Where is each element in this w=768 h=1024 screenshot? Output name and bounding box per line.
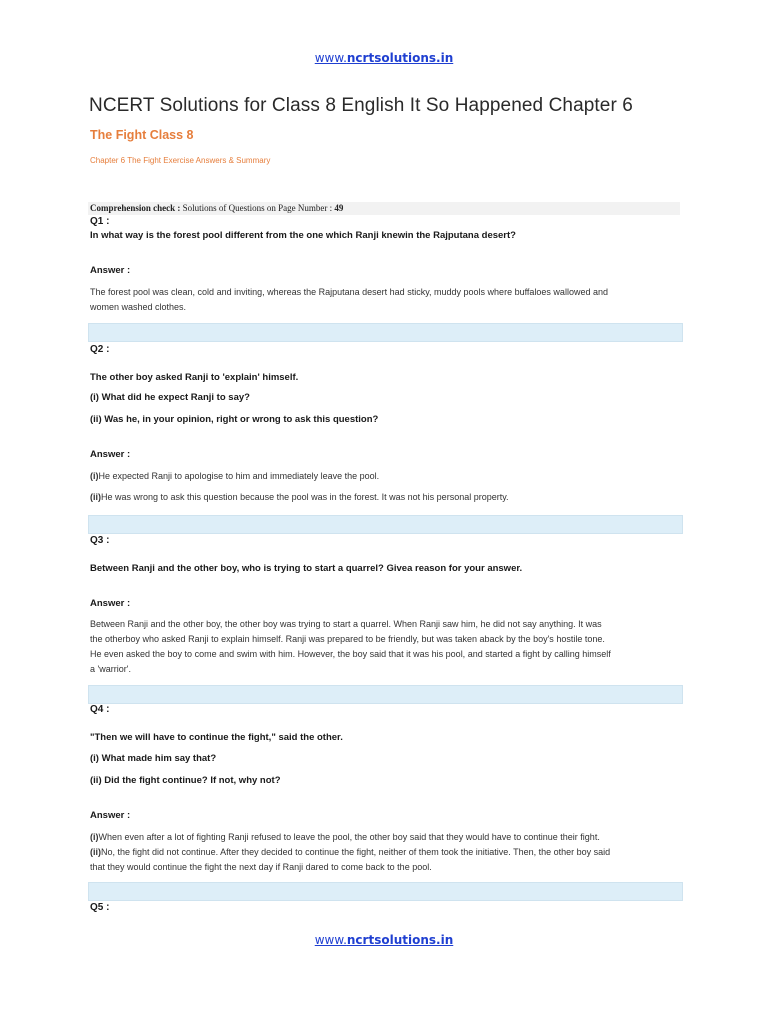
q2-answer-2-text: He was wrong to ask this question because the pool was in the forest. It was not his personal property. (101, 492, 509, 502)
site-link-domain: ncrtsolutions.in (346, 51, 454, 65)
comprehension-text: Solutions of Questions on Page Number : (182, 203, 333, 213)
q4-answer-2-line-2: that they would continue the fight the next day if Ranji dared to come back to the pool. (90, 862, 432, 872)
q1-answer-line-2: women washed clothes. (90, 302, 187, 312)
section-divider-1 (88, 323, 683, 342)
section-divider-3 (88, 685, 683, 704)
q4-answer-2-text: No, the fight did not continue. After they decided to continue the fight, neither of them took the initiative. Then, the other boy said (101, 847, 611, 857)
q3-answer-line-4: a 'warrior'. (90, 664, 131, 674)
q3-label: Q3 : (90, 535, 110, 546)
section-divider-4 (88, 882, 683, 901)
q2-answer-1 (90, 469, 690, 484)
q1-answer-label: Answer : (90, 265, 131, 276)
q1-question: In what way is the forest pool different from the one which Ranji knewin the Rajputana desert? (90, 230, 516, 241)
q3-answer (90, 617, 690, 677)
site-link-prefix: www. (314, 51, 347, 65)
q4-sub-question-1: (i) What made him say that? (90, 753, 217, 764)
site-link-prefix: www. (314, 933, 347, 947)
q4-answer (90, 830, 690, 875)
q4-label: Q4 : (90, 704, 110, 715)
q1-label: Q1 : (90, 216, 110, 227)
q4-answer-2 (90, 845, 690, 860)
q2-sub-question-2: (ii) Was he, in your opinion, right or wrong to ask this question? (90, 414, 379, 425)
q4-answer-label: Answer : (90, 810, 131, 821)
q2-answer-label: Answer : (90, 449, 131, 460)
q3-answer-line-1: Between Ranji and the other boy, the other boy was trying to start a quarrel. When Ranji saw him, he did not say anything. It was (90, 619, 602, 629)
site-link-top[interactable] (0, 51, 768, 65)
q2-answer-1-marker: (i) (90, 471, 99, 481)
site-link-domain: ncrtsolutions.in (346, 933, 454, 947)
q2-question: The other boy asked Ranji to 'explain' himself. (90, 372, 299, 383)
page-tagline: Chapter 6 The Fight Exercise Answers & Summary (90, 156, 271, 165)
q1-answer-line-1: The forest pool was clean, cold and inviting, whereas the Rajputana desert had sticky, muddy pools where buffaloes wallowed and (90, 287, 608, 297)
q3-answer-label: Answer : (90, 598, 131, 609)
q4-sub-question-2: (ii) Did the fight continue? If not, why not? (90, 775, 281, 786)
q4-answer-1-marker: (i) (90, 832, 99, 842)
site-link-bottom[interactable] (0, 933, 768, 947)
page-subtitle: The Fight Class 8 (90, 128, 194, 142)
q4-question: "Then we will have to continue the fight," said the other. (90, 732, 343, 743)
comprehension-check (90, 203, 343, 213)
q3-answer-line-2: the otherboy who asked Ranji to explain himself. Ranji was prepared to be friendly, but was taken aback by the boy's hostile tone. (90, 634, 605, 644)
comprehension-label: Comprehension check : (90, 203, 181, 213)
q5-label: Q5 : (90, 902, 110, 913)
q4-answer-1 (90, 830, 690, 845)
q3-answer-line-3: He even asked the boy to come and swim with him. However, the boy said that it was his pool, and started a fight by calling himself (90, 649, 611, 659)
q1-answer (90, 285, 690, 315)
page-title: NCERT Solutions for Class 8 English It So Happened Chapter 6 (89, 95, 633, 116)
q2-label: Q2 : (90, 344, 110, 355)
q3-question: Between Ranji and the other boy, who is trying to start a quarrel? Givea reason for your answer. (90, 563, 523, 574)
section-divider-2 (88, 515, 683, 534)
q2-answer-2-marker: (ii) (90, 492, 101, 502)
q2-sub-question-1: (i) What did he expect Ranji to say? (90, 392, 250, 403)
comprehension-page: 49 (334, 203, 344, 213)
q2-answer-1-text: He expected Ranji to apologise to him and immediately leave the pool. (98, 471, 380, 481)
q4-answer-1-text: When even after a lot of fighting Ranji refused to leave the pool, the other boy said that they would have to continue their fight. (98, 832, 600, 842)
q2-answer-2 (90, 490, 690, 505)
q4-answer-2-marker: (ii) (90, 847, 101, 857)
